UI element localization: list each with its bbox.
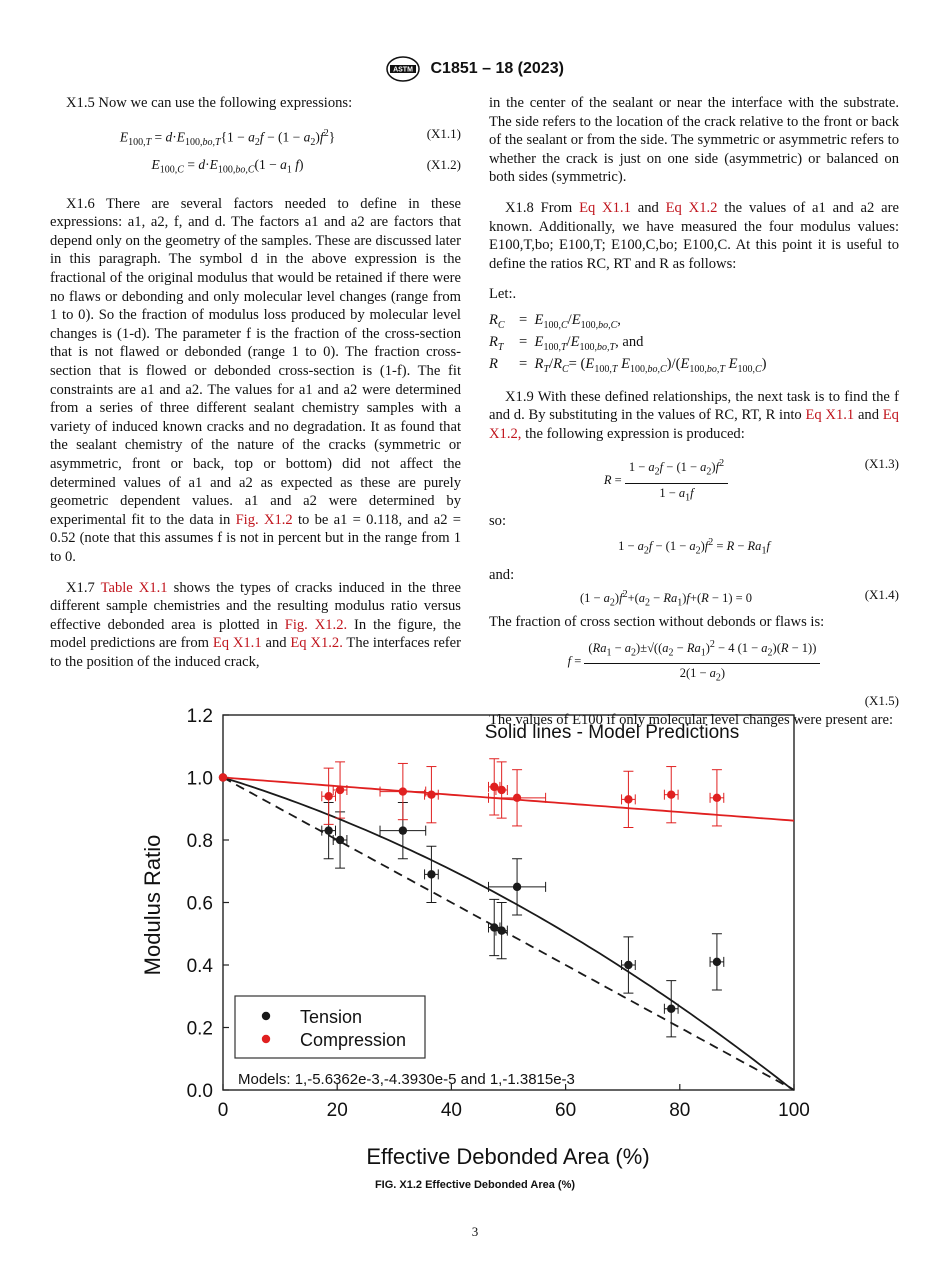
eq-x1-2-link[interactable]: Eq X1.2 (665, 199, 718, 216)
compression-point (427, 790, 435, 798)
x-tick-label: 40 (440, 1100, 462, 1121)
astm-logo-icon (386, 56, 420, 82)
x-tick-label: 100 (778, 1100, 810, 1121)
tension-point (497, 926, 505, 934)
eq-x1-2-link[interactable]: Eq X1.2. (290, 635, 343, 652)
models-annotation: Models: 1,-5.6362e-3,-4.3930e-5 and 1,-1.3815e-3 (238, 1071, 575, 1088)
equation-so: $1 - a_2f - (1 - a_2)f^2 = R - Ra_1f$ (618, 537, 770, 558)
compression-point (624, 795, 632, 803)
equation-x1-5: f = $\frac{(Ra_1 - a_2)\pm√((a_2 - Ra_1)^2 - 4 (1 - a_2)(R - 1))}{2(1 - a_2)}$ (489, 636, 899, 688)
eq-x1-1-link[interactable]: Eq X1.1 (579, 199, 631, 216)
fig-x1-2-link[interactable]: Fig. X1.2. (284, 616, 348, 633)
equation-x1-2: $E_{100,C} = d\cdot E_{100,bo,C}(1 - a_1$ f) (X1.2) (151, 157, 461, 177)
equation-x1-1: $E_{100,T} = d\cdot E_{100,bo,T}\{1 - a_2f - (1 - a_2)f^2\}$ (X1.1) (119, 125, 461, 148)
tension-point (713, 958, 721, 966)
x-tick-label: 80 (669, 1100, 691, 1121)
compression-point (667, 790, 675, 798)
y-tick-label: 0.2 (186, 1018, 213, 1040)
para-x1-6: X1.6 There are several factors needed to define in these expressions: a1, a2, f, and d. The factors a1 and a2 are factors that depend only on the geometry of the samples. These are discussed later in this paragraph. The symbol d in the above expression is the fractional of the original modulus that would be retained if there were no flaws or debonding and only molecular level changes (range from 1 to 0). So the fraction of modulus loss produced by molecular level changes is (1-d). The parameter f is the fraction of the cross-section that is not flawed or debonded (range 1 to 0). The fraction cross-section that is flowed or debonded cross-section is (1-f). The fit constraints are a1 and a2. The values for a1 and a2 were determined from a series of three different sealant chemistry samples with a variety of induced known cracks and no degradation. It as found that the sealant chemistry of the nature of the cracks (symmetric or asymmetric, front or back, top or bottom) did not affect the determined values of a1 and a2 as expected as these are purely geometric dependent values. a1 and a2 were determined by experimental fit to the data in Fig. X1.2 to be a1 = 0.118, and a2 = 0.52 (note that this assumes f is not in percent but in the range from 1 to 0. (50, 195, 461, 565)
legend-compression-marker (262, 1035, 270, 1043)
compression-point (399, 787, 407, 795)
figure-caption: FIG. X1.2 Effective Debonded Area (%) (374, 1179, 576, 1191)
fig-x1-2-link[interactable]: Fig. X1.2 (235, 511, 293, 528)
and-label: and: (489, 566, 515, 583)
compression-point (219, 773, 227, 781)
compression-point (497, 786, 505, 794)
para-x1-9: X1.9 With these defined relationships, the next task is to find the f and d. By substituting in the values of RC, RT, R into Eq X1.1 and Eq X1.2, the following expression is produced: (489, 388, 899, 442)
para-x1-7-continued: in the center of the sealant or near the interface with the substrate. The side refers to the location of the crack relative to the front or back of the sealant or from the side. The symmetric or asymmetric refers to whether the crack is just on one side (asymmetric) or balanced on both sides (symmetric). (489, 95, 899, 186)
legend-tension-label: Tension (300, 1007, 363, 1027)
so-label: so: (489, 512, 507, 529)
equation-x1-4: $(1 - a_2)f^2+(a_2 - Ra_1)f+(R - 1) = 0$ (X1.4) (579, 587, 899, 609)
table-x1-1-link[interactable]: Table X1.1 (100, 579, 168, 596)
ratio-definitions: $R_C = E_{100,C}/E_{100,bo,C}$, $R_T = E_{100,T}/E_{100,bo,T}$, and $R = R_T/R_C= (E_{100,T}$ $E_{100,bo,C})/(E_{100,bo,T}$ $E_{100,C}$) (489, 311, 767, 375)
y-tick-label: 0.8 (186, 831, 213, 852)
fraction-text: The fraction of cross section without debonds or flaws is: (489, 614, 825, 631)
eq-x1-1-link[interactable]: Eq X1.1 (212, 635, 262, 652)
tension-point (324, 826, 332, 834)
eq-x1-1-link[interactable]: Eq X1.1 (805, 407, 855, 424)
right-column (489, 94, 899, 730)
y-axis-label: Modulus Ratio (140, 834, 165, 976)
compression-point (713, 794, 721, 802)
svg-text:ASTM: ASTM (393, 66, 413, 74)
para-x1-5: X1.5 Now we can use the following expressions: (66, 95, 353, 111)
modulus-ratio-chart (130, 698, 820, 1178)
compression-point (336, 786, 344, 794)
x-tick-label: 60 (555, 1100, 577, 1121)
page-number: 3 (471, 1224, 479, 1239)
y-tick-label: 0.0 (186, 1081, 213, 1102)
eq-x1-5-number: (X1.5) (864, 693, 899, 709)
tension-point (427, 870, 435, 878)
x-axis-label: Effective Debonded Area (%) (366, 1144, 650, 1169)
legend-compression-label: Compression (300, 1030, 407, 1050)
document-header (0, 56, 950, 82)
legend (235, 996, 425, 1058)
values-text: The values of E100 if only molecular level changes were present are: (489, 712, 894, 728)
equation-x1-3: R = $\frac{1 - a_2f - (1 - a_2)f^2}{1 - a_1f}$ (X1.3) (603, 456, 899, 504)
left-column (50, 94, 461, 684)
tension-point (336, 836, 344, 844)
tension-point (667, 1005, 675, 1013)
y-tick-label: 0.4 (186, 956, 213, 977)
tension-point (513, 883, 521, 891)
compression-point (513, 794, 521, 802)
let-label: Let:. (489, 286, 517, 303)
chart-title: Solid lines - Model Predictions (484, 722, 740, 743)
para-x1-7: X1.7 Table X1.1 shows the types of cracks induced in the three different sample chemistries and the resulting modulus ratio versus effective debonded area is plotted in Fig. X1.2. In the figure, the model predictions are from Eq X1.1 and Eq X1.2. The interfaces refer to the position of the induced crack, (50, 579, 461, 670)
y-tick-label: 1.2 (186, 706, 213, 727)
compression-point (324, 792, 332, 800)
designation: C1851 – 18 (2023) (430, 60, 564, 78)
tension-point (624, 961, 632, 969)
eq-x1-2-link[interactable]: Eq X1.2, (489, 407, 899, 442)
tension-point (399, 826, 407, 834)
x-tick-label: 20 (326, 1100, 348, 1121)
para-x1-8: X1.8 From Eq X1.1 and Eq X1.2 the values of a1 and a2 are known. Additionally, we have measured the four modulus values: E100,T,bo; E100,T; E100,C,bo; E100,C. At this point it is useful to define the ratios RC, RT and R as follows: (489, 199, 899, 272)
model-curve-2 (223, 778, 794, 821)
y-tick-label: 1.0 (186, 768, 213, 790)
x-tick-label: 0 (217, 1100, 229, 1121)
y-tick-label: 0.6 (186, 893, 213, 915)
legend-tension-marker (262, 1012, 270, 1020)
